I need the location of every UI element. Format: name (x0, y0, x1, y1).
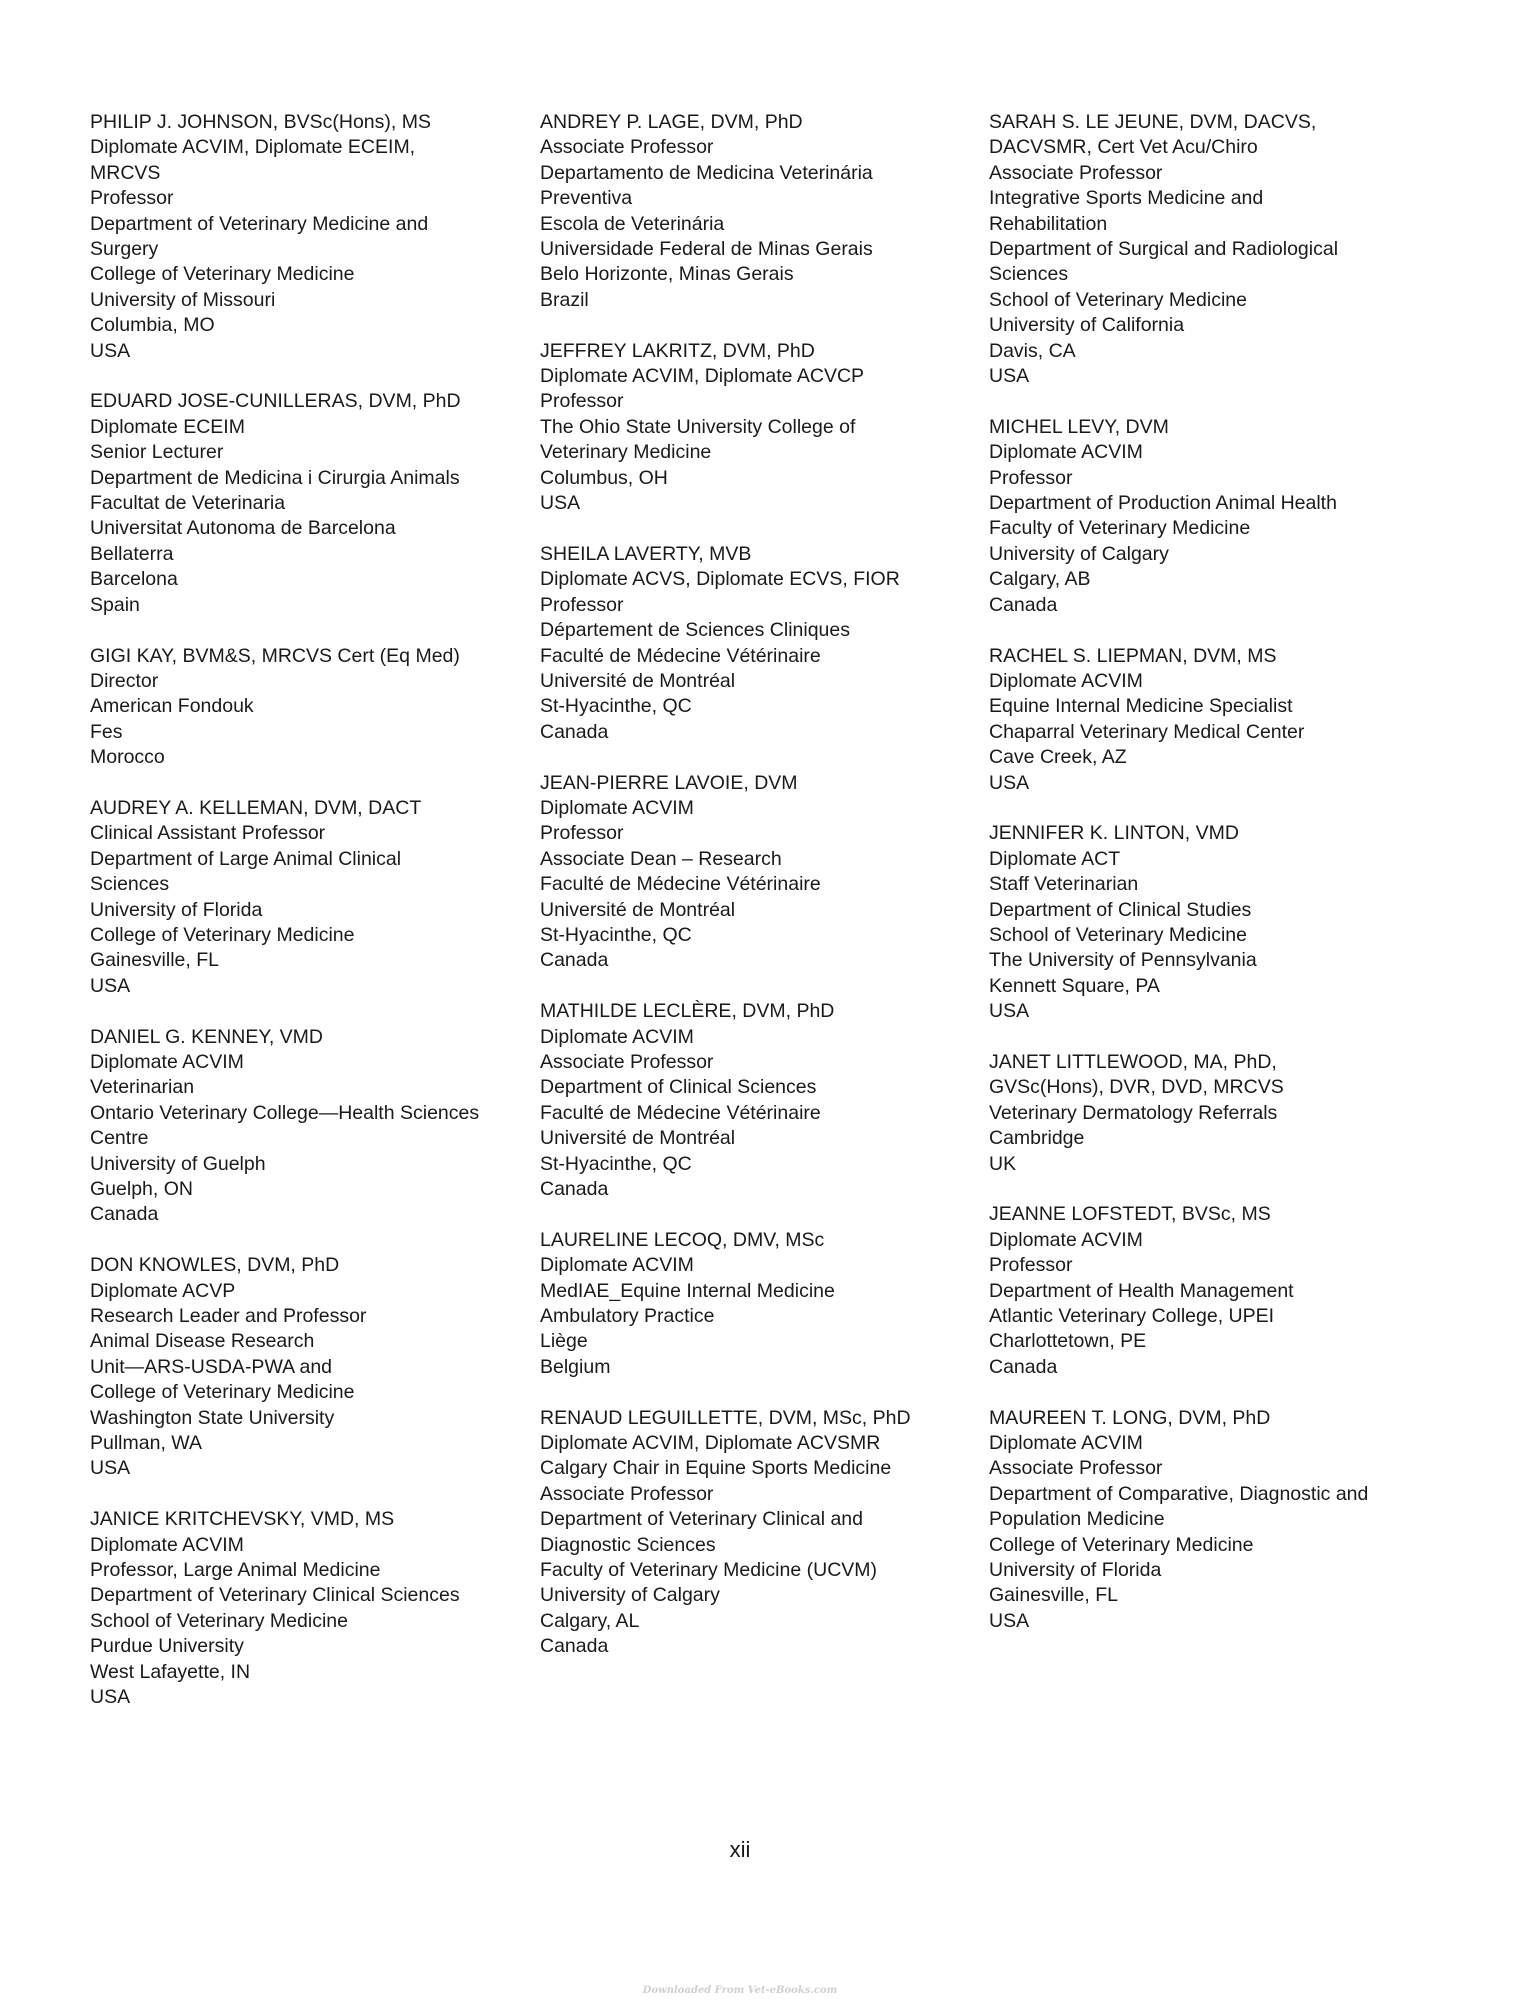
contributor-entry (989, 1202, 1429, 1380)
contributor-entry (90, 389, 530, 618)
contributor-name: JANET LITTLEWOOD, MA, PhD, (989, 1050, 1277, 1073)
contributor-detail-line: Department of Production Animal Health (989, 492, 1337, 515)
contributor-detail-line: Associate Professor (540, 1050, 714, 1073)
contributor-detail-line: University of Calgary (989, 542, 1169, 565)
contributor-detail-line: Professor (540, 593, 624, 616)
contributor-detail-line: Diagnostic Sciences (540, 1533, 716, 1556)
contributor-detail-line: Université de Montréal (540, 898, 736, 921)
contributor-detail-line: Cave Creek, AZ (989, 746, 1127, 769)
contributor-detail-line: Universitat Autonoma de Barcelona (90, 517, 396, 540)
contributor-entry (90, 796, 530, 999)
contributor-detail-line: Diplomate ECEIM (90, 415, 245, 438)
contributor-detail-line: Professor (90, 187, 174, 210)
contributor-detail-line: Diplomate ACVIM (989, 441, 1143, 464)
contributor-detail-line: University of Guelph (90, 1152, 266, 1175)
contributor-detail-line: St-Hyacinthe, QC (540, 1152, 692, 1175)
contributor-detail-line: USA (989, 1000, 1030, 1023)
contributor-entry (989, 1406, 1429, 1635)
contributor-detail-line: School of Veterinary Medicine (989, 923, 1247, 946)
contributor-name: PHILIP J. JOHNSON, BVSc(Hons), MS (90, 111, 431, 133)
contributor-detail-line: The Ohio State University College of (540, 415, 856, 438)
contributor-detail-line: Integrative Sports Medicine and (989, 187, 1264, 210)
contributor-detail-line: Diplomate ACT (989, 847, 1121, 870)
contributor-detail-line: Diplomate ACVIM (540, 1025, 694, 1048)
contributor-entry (90, 110, 530, 364)
contributor-detail-line: Davis, CA (989, 339, 1076, 362)
contributor-name: MICHEL LEVY, DVM (989, 415, 1169, 438)
contributor-detail-line: Diplomate ACVP (90, 1279, 236, 1302)
contributor-detail-line: Canada (540, 1178, 609, 1200)
contributor-detail-line: University of Calgary (540, 1584, 720, 1607)
contributor-name: JEANNE LOFSTEDT, BVSc, MS (989, 1203, 1271, 1226)
contributor-detail-line: Diplomate ACVIM (540, 1254, 694, 1277)
contributor-detail-line: Ambulatory Practice (540, 1305, 715, 1328)
contributor-detail-line: USA (90, 1686, 131, 1709)
contributor-detail-line: Cambridge (989, 1127, 1085, 1150)
contributor-detail-line: Université de Montréal (540, 1127, 736, 1150)
contributor-detail-line: Sciences (90, 873, 170, 896)
contributor-detail-line: Diplomate ACVS, Diplomate ECVS, FIOR (540, 568, 900, 591)
contributor-detail-line: Professor (540, 390, 624, 413)
contributor-detail-line: Columbia, MO (90, 314, 215, 337)
contributor-detail-line: Departamento de Medicina Veterinária (540, 161, 873, 184)
contributor-name: JENNIFER K. LINTON, VMD (989, 822, 1239, 845)
contributors-column-3 (989, 110, 1429, 1634)
contributors-column-2 (540, 110, 980, 1660)
contributor-name: JANICE KRITCHEVSKY, VMD, MS (90, 1508, 395, 1531)
contributor-detail-line: USA (90, 1457, 131, 1480)
contributor-detail-line: Charlottetown, PE (989, 1330, 1147, 1353)
contributor-detail-line: Gainesville, FL (90, 949, 219, 972)
page-number: xii (729, 1837, 751, 1862)
contributor-entry (989, 110, 1429, 389)
contributor-entry (540, 771, 980, 974)
contributor-detail-line: School of Veterinary Medicine (90, 1609, 348, 1632)
contributor-detail-line: MedIAE_Equine Internal Medicine (540, 1279, 835, 1302)
contributor-detail-line: Population Medicine (989, 1508, 1165, 1531)
contributor-detail-line: Animal Disease Research (90, 1330, 315, 1353)
contributor-detail-line: Sciences (989, 263, 1069, 286)
contributor-detail-line: UK (989, 1152, 1017, 1175)
contributor-detail-line: Canada (989, 593, 1058, 616)
contributor-detail-line: Escola de Veterinária (540, 212, 725, 235)
contributor-detail-line: College of Veterinary Medicine (90, 923, 355, 946)
contributor-entry (989, 644, 1429, 796)
contributor-entry (540, 542, 980, 745)
contributor-detail-line: Washington State University (90, 1406, 335, 1429)
contributor-detail-line: St-Hyacinthe, QC (540, 695, 692, 718)
contributor-detail-line: Diplomate ACVIM (90, 1533, 244, 1556)
contributor-name: MATHILDE LECLÈRE, DVM, PhD (540, 1000, 835, 1023)
contributor-detail-line: Diplomate ACVIM (989, 669, 1143, 692)
contributor-detail-line: Universidade Federal de Minas Gerais (540, 238, 873, 261)
contributor-detail-line: Kennett Square, PA (989, 974, 1160, 997)
contributor-detail-line: St-Hyacinthe, QC (540, 923, 692, 946)
contributor-name: DON KNOWLES, DVM, PhD (90, 1254, 340, 1277)
contributor-detail-line: Ontario Veterinary College—Health Sciences (90, 1101, 480, 1124)
contributor-detail-line: Calgary Chair in Equine Sports Medicine (540, 1457, 892, 1480)
contributor-detail-line: University of Florida (989, 1559, 1162, 1582)
contributor-detail-line: Associate Dean – Research (540, 847, 782, 870)
contributor-detail-line: Canada (540, 1635, 609, 1658)
contributor-entry (989, 821, 1429, 1024)
contributor-detail-line: Calgary, AL (540, 1609, 640, 1632)
contributor-detail-line: Veterinarian (90, 1076, 195, 1099)
contributor-detail-line: Liège (540, 1330, 588, 1353)
contributor-detail-line: Senior Lecturer (90, 441, 224, 464)
contributor-detail-line: Associate Professor (989, 1457, 1163, 1480)
contributor-detail-line: GVSc(Hons), DVR, DVD, MRCVS (989, 1076, 1284, 1099)
contributor-detail-line: Rehabilitation (989, 212, 1108, 235)
contributor-name: RACHEL S. LIEPMAN, DVM, MS (989, 644, 1277, 667)
contributor-detail-line: Diplomate ACVIM (90, 1050, 244, 1073)
contributor-detail-line: Columbus, OH (540, 466, 668, 489)
contributor-name: MAUREEN T. LONG, DVM, PhD (989, 1406, 1271, 1429)
contributor-detail-line: West Lafayette, IN (90, 1660, 251, 1683)
contributor-detail-line: Professor (540, 822, 624, 845)
watermark: Downloaded From Vet-eBooks.com (642, 1985, 838, 1996)
contributor-detail-line: Canada (540, 720, 609, 743)
contributor-detail-line: Surgery (90, 238, 159, 261)
contributor-detail-line: USA (540, 492, 581, 515)
contributor-detail-line: Department of Clinical Studies (989, 898, 1252, 921)
contributor-detail-line: Centre (90, 1127, 149, 1150)
contributor-name: ANDREY P. LAGE, DVM, PhD (540, 111, 803, 133)
contributor-name: SHEILA LAVERTY, MVB (540, 542, 752, 565)
contributor-entry (90, 1507, 530, 1710)
contributor-name: JEAN-PIERRE LAVOIE, DVM (540, 771, 798, 794)
contributor-name: RENAUD LEGUILLETTE, DVM, MSc, PhD (540, 1406, 911, 1429)
contributor-detail-line: Pullman, WA (90, 1432, 202, 1455)
contributor-detail-line: Calgary, AB (989, 568, 1091, 591)
contributor-name: DANIEL G. KENNEY, VMD (90, 1025, 323, 1048)
contributor-detail-line: Belgium (540, 1355, 611, 1378)
contributor-detail-line: Department of Veterinary Clinical and (540, 1508, 863, 1531)
contributor-detail-line: Faculté de Médecine Vétérinaire (540, 644, 821, 667)
contributor-entry (540, 1406, 980, 1660)
contributor-detail-line: Faculty of Veterinary Medicine (UCVM) (540, 1559, 878, 1582)
contributor-detail-line: Department of Comparative, Diagnostic and (989, 1482, 1369, 1505)
contributor-name: SARAH S. LE JEUNE, DVM, DACVS, (989, 111, 1317, 133)
contributor-detail-line: Gainesville, FL (989, 1584, 1118, 1607)
contributor-detail-line: Bellaterra (90, 542, 174, 565)
contributor-detail-line: Spain (90, 593, 140, 616)
contributor-detail-line: Département de Sciences Cliniques (540, 619, 851, 642)
contributor-detail-line: Professor (989, 466, 1073, 489)
contributor-detail-line: Professor (989, 1254, 1073, 1277)
contributor-detail-line: Diplomate ACVIM (989, 1432, 1143, 1455)
contributor-detail-line: University of Missouri (90, 288, 276, 311)
contributor-detail-line: Department of Large Animal Clinical (90, 847, 402, 870)
contributor-detail-line: Faculté de Médecine Vétérinaire (540, 873, 821, 896)
contributor-detail-line: Brazil (540, 288, 589, 311)
contributor-name: JEFFREY LAKRITZ, DVM, PhD (540, 339, 815, 362)
contributor-detail-line: Guelph, ON (90, 1178, 193, 1200)
contributor-name: AUDREY A. KELLEMAN, DVM, DACT (90, 796, 422, 819)
contributor-detail-line: Clinical Assistant Professor (90, 822, 326, 845)
contributor-detail-line: Department of Surgical and Radiological (989, 238, 1339, 261)
contributor-detail-line: Director (90, 669, 159, 692)
contributor-entry (540, 1228, 980, 1380)
contributor-detail-line: Canada (540, 949, 609, 972)
contributor-detail-line: Staff Veterinarian (989, 873, 1139, 896)
contributor-detail-line: American Fondouk (90, 695, 254, 718)
contributor-detail-line: USA (90, 974, 131, 997)
contributor-detail-line: Chaparral Veterinary Medical Center (989, 720, 1305, 743)
contributor-detail-line: Faculté de Médecine Vétérinaire (540, 1101, 821, 1124)
contributor-entry (989, 415, 1429, 618)
contributor-detail-line: USA (989, 771, 1030, 794)
contributor-entry (540, 999, 980, 1202)
contributor-detail-line: Department de Medicina i Cirurgia Animals (90, 466, 460, 489)
contributor-entry (90, 644, 530, 771)
contributor-detail-line: Atlantic Veterinary College, UPEI (989, 1305, 1275, 1328)
contributor-detail-line: Unit—ARS-USDA-PWA and (90, 1355, 333, 1378)
contributor-detail-line: USA (989, 365, 1030, 388)
contributors-column-1 (90, 110, 530, 1711)
contributor-detail-line: Facultat de Veterinaria (90, 492, 286, 515)
contributor-detail-line: Professor, Large Animal Medicine (90, 1559, 381, 1582)
contributor-detail-line: College of Veterinary Medicine (90, 1381, 355, 1404)
contributor-name: EDUARD JOSE-CUNILLERAS, DVM, PhD (90, 390, 461, 413)
contributor-detail-line: Université de Montréal (540, 669, 736, 692)
contributor-detail-line: Fes (90, 720, 123, 743)
contributor-entry (90, 1253, 530, 1482)
contributor-name: LAURELINE LECOQ, DMV, MSc (540, 1228, 825, 1251)
contributor-detail-line: Diplomate ACVIM (540, 796, 694, 819)
contributor-detail-line: Veterinary Dermatology Referrals (989, 1101, 1278, 1124)
contributor-detail-line: Department of Veterinary Clinical Sciences (90, 1584, 460, 1607)
contributor-entry (540, 110, 980, 313)
contributor-detail-line: Diplomate ACVIM, Diplomate ACVCP (540, 365, 865, 388)
contributor-detail-line: Associate Professor (540, 1482, 714, 1505)
contributor-detail-line: Barcelona (90, 568, 178, 591)
contributor-detail-line: Morocco (90, 746, 165, 769)
contributor-detail-line: MRCVS (90, 161, 161, 184)
contributor-detail-line: Department of Health Management (989, 1279, 1294, 1302)
contributor-entry (989, 1050, 1429, 1177)
contributor-detail-line: The University of Pennsylvania (989, 949, 1257, 972)
contributor-detail-line: University of California (989, 314, 1185, 337)
contributor-detail-line: Belo Horizonte, Minas Gerais (540, 263, 794, 286)
contributor-detail-line: Diplomate ACVIM, Diplomate ACVSMR (540, 1432, 881, 1455)
contributor-detail-line: Purdue University (90, 1635, 244, 1658)
contributor-detail-line: Research Leader and Professor (90, 1305, 367, 1328)
contributor-detail-line: Canada (989, 1355, 1058, 1378)
contributor-detail-line: Equine Internal Medicine Specialist (989, 695, 1293, 718)
contributor-entry (90, 1025, 530, 1228)
contributor-detail-line: USA (90, 339, 131, 362)
contributor-detail-line: School of Veterinary Medicine (989, 288, 1247, 311)
contributor-detail-line: Department of Clinical Sciences (540, 1076, 817, 1099)
contributor-detail-line: Diplomate ACVIM, Diplomate ECEIM, (90, 136, 416, 159)
contributor-detail-line: University of Florida (90, 898, 263, 921)
contributor-detail-line: Department of Veterinary Medicine and (90, 212, 429, 235)
contributor-detail-line: College of Veterinary Medicine (90, 263, 355, 286)
contributor-name: GIGI KAY, BVM&S, MRCVS Cert (Eq Med) (90, 644, 460, 667)
contributor-detail-line: College of Veterinary Medicine (989, 1533, 1254, 1556)
contributor-detail-line: Associate Professor (989, 161, 1163, 184)
contributor-detail-line: Canada (90, 1203, 159, 1226)
contributor-detail-line: Veterinary Medicine (540, 441, 712, 464)
contributor-detail-line: USA (989, 1609, 1030, 1632)
contributor-detail-line: Diplomate ACVIM (989, 1228, 1143, 1251)
contributor-entry (540, 339, 980, 517)
contributor-detail-line: DACVSMR, Cert Vet Acu/Chiro (989, 136, 1258, 159)
contributor-detail-line: Preventiva (540, 187, 633, 210)
contributor-detail-line: Associate Professor (540, 136, 714, 159)
contributor-detail-line: Faculty of Veterinary Medicine (989, 517, 1251, 540)
